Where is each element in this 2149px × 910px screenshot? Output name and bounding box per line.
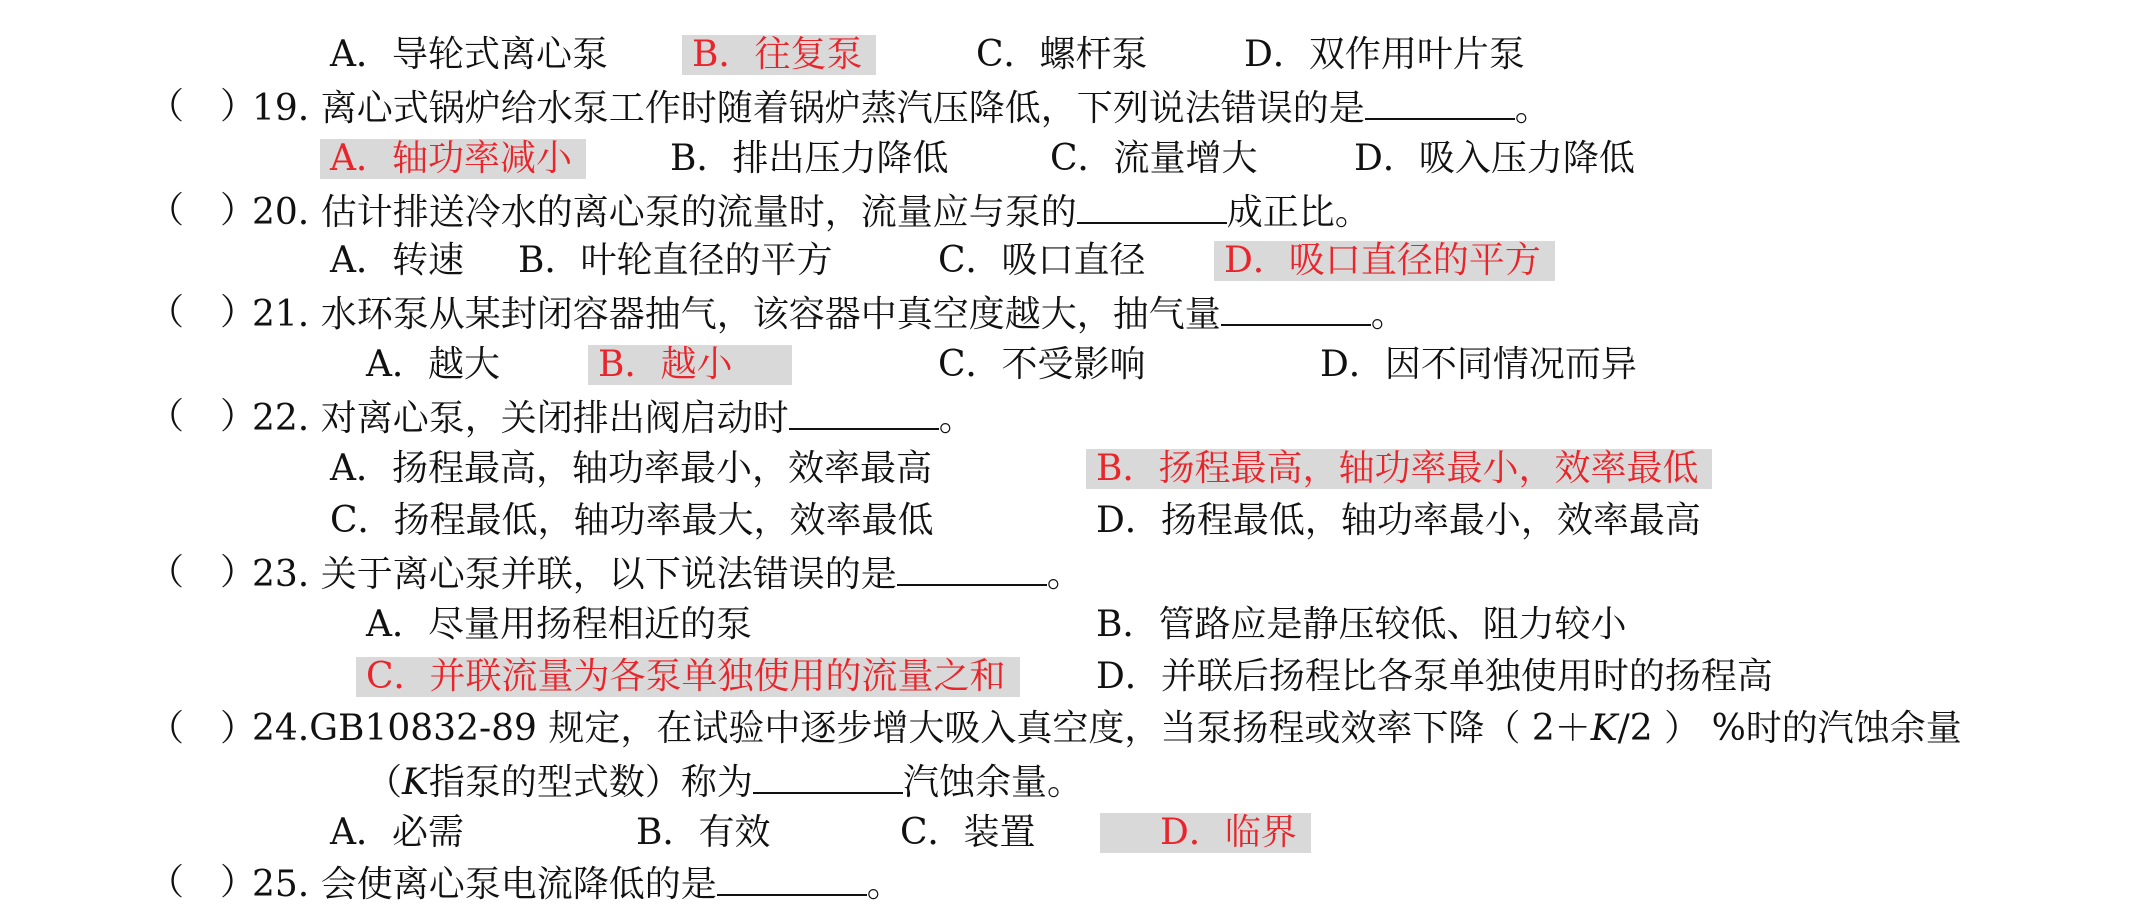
q24-blank: [753, 756, 903, 794]
q22-option-b-answer: B．扬程最高，轴功率最小，效率最低: [1086, 449, 1712, 489]
q23-answer-bracket: （ ）: [148, 552, 257, 593]
q20-answer-bracket: （ ）: [148, 190, 257, 231]
q25-stem-end: 。: [866, 864, 903, 905]
q24-stem-line2-open: （: [366, 762, 403, 803]
q20-stem-row: [0, 186, 2149, 236]
q21-option-b-answer: B．越小: [588, 345, 792, 385]
q20-option-c: C．吸口直径: [938, 240, 1146, 281]
q19-stem-end: 。: [1514, 88, 1551, 129]
q24-option-c: C．装置: [900, 812, 1036, 853]
q21-blank: [1221, 288, 1371, 326]
q19-option-a-answer: A．轴功率减小: [320, 139, 586, 179]
q24-stem-line1: [252, 704, 1962, 754]
q24-stem-line2-end: 汽蚀余量。: [902, 762, 1083, 803]
q22-options-row-2: [0, 496, 2149, 546]
q18-option-b-answer: B．往复泵: [682, 35, 876, 75]
q24-option-b: B．有效: [636, 812, 771, 853]
q23-stem-text: 23. 关于离心泵并联，以下说法错误的是: [252, 554, 897, 595]
q22-option-c: C．扬程最低，轴功率最大，效率最低: [330, 500, 934, 541]
q20-stem-end: 成正比。: [1226, 192, 1371, 233]
q20-options-row: [0, 236, 2149, 286]
q25-blank: [717, 858, 867, 896]
q23-option-b: B．管路应是静压较低、阻力较小: [1096, 604, 1627, 645]
q18-options-row: [0, 30, 2149, 80]
q23-options-row-2: [0, 652, 2149, 702]
q21-options-row: [0, 340, 2149, 390]
q22-stem-text: 22. 对离心泵，关闭排出阀启动时: [252, 398, 789, 439]
q20-option-b: B．叶轮直径的平方: [518, 240, 833, 281]
q22-blank: [789, 392, 939, 430]
q24-answer-bracket: （ ）: [148, 708, 257, 749]
q22-stem-end: 。: [938, 398, 975, 439]
q24-k-variable: K: [1590, 708, 1618, 749]
q19-answer-bracket: （ ）: [148, 86, 257, 127]
q19-option-d: D．吸入压力降低: [1354, 138, 1635, 179]
q25-stem-row: [0, 858, 2149, 908]
q23-options-row-1: [0, 600, 2149, 650]
q19-stem-text: 19. 离心式锅炉给水泵工作时随着锅炉蒸汽压降低，下列说法错误的是: [252, 88, 1365, 129]
q22-answer-bracket: （ ）: [148, 396, 257, 437]
q24-option-a: A．必需: [330, 812, 464, 853]
q21-option-c: C．不受影响: [938, 344, 1146, 385]
q24-stem-line2: [366, 756, 1083, 806]
q22-option-a: A．扬程最高，轴功率最小，效率最高: [330, 448, 932, 489]
q21-answer-bracket: （ ）: [148, 292, 257, 333]
q18-option-d: D．双作用叶片泵: [1244, 34, 1525, 75]
q23-option-d: D．并联后扬程比各泵单独使用时的扬程高: [1096, 656, 1773, 697]
q21-option-d: D．因不同情况而异: [1320, 344, 1637, 385]
q19-stem-row: [0, 82, 2149, 132]
q25-stem-text: 25. 会使离心泵电流降低的是: [252, 864, 717, 905]
q23-stem: [252, 548, 1083, 598]
q19-option-b: B．排出压力降低: [670, 138, 949, 179]
q18-option-c: C．螺杆泵: [976, 34, 1148, 75]
q21-stem-text: 21. 水环泵从某封闭容器抽气，该容器中真空度越大，抽气量: [252, 294, 1221, 335]
q22-stem-row: [0, 392, 2149, 442]
q20-blank: [1077, 186, 1227, 224]
q24-stem-line1-end: /2 ） %时的汽蚀余量: [1617, 708, 1962, 749]
q19-option-c: C．流量增大: [1050, 138, 1258, 179]
q24-stem-line1-start: 24.GB10832-89 规定，在试验中逐步增大吸入真空度，当泵扬程或效率下降（ 2＋: [252, 708, 1591, 749]
q25-stem: [252, 858, 903, 908]
q18-option-a: A．导轮式离心泵: [330, 34, 608, 75]
q20-option-d-answer: D．吸口直径的平方: [1214, 241, 1555, 281]
q24-stem-row-2: [0, 756, 2149, 806]
q21-option-a: A．越大: [366, 344, 500, 385]
q21-stem: [252, 288, 1407, 338]
q23-stem-end: 。: [1046, 554, 1083, 595]
q20-stem-text: 20. 估计排送冷水的离心泵的流量时，流量应与泵的: [252, 192, 1077, 233]
q20-option-a: A．转速: [330, 240, 464, 281]
q19-options-row: [0, 134, 2149, 184]
q25-answer-bracket: （ ）: [148, 862, 257, 903]
q23-stem-row: [0, 548, 2149, 598]
q23-option-a: A．尽量用扬程相近的泵: [366, 604, 752, 645]
q20-stem: [252, 186, 1371, 236]
q19-stem: [252, 82, 1551, 132]
q23-blank: [897, 548, 1047, 586]
q21-stem-end: 。: [1370, 294, 1407, 335]
q21-stem-row: [0, 288, 2149, 338]
q24-stem-line2-mid: 指泵的型式数）称为: [428, 762, 753, 803]
q22-options-row-1: [0, 444, 2149, 494]
q22-option-d: D．扬程最低，轴功率最小，效率最高: [1096, 500, 1701, 541]
q23-option-c-answer: C．并联流量为各泵单独使用的流量之和: [356, 657, 1020, 697]
q24-stem-row-1: [0, 704, 2149, 754]
q24-k-variable-2: K: [402, 762, 429, 803]
q24-option-d-answer: D．临界: [1100, 813, 1311, 853]
q22-stem: [252, 392, 975, 442]
q24-options-row: [0, 808, 2149, 858]
q19-blank: [1365, 82, 1515, 120]
